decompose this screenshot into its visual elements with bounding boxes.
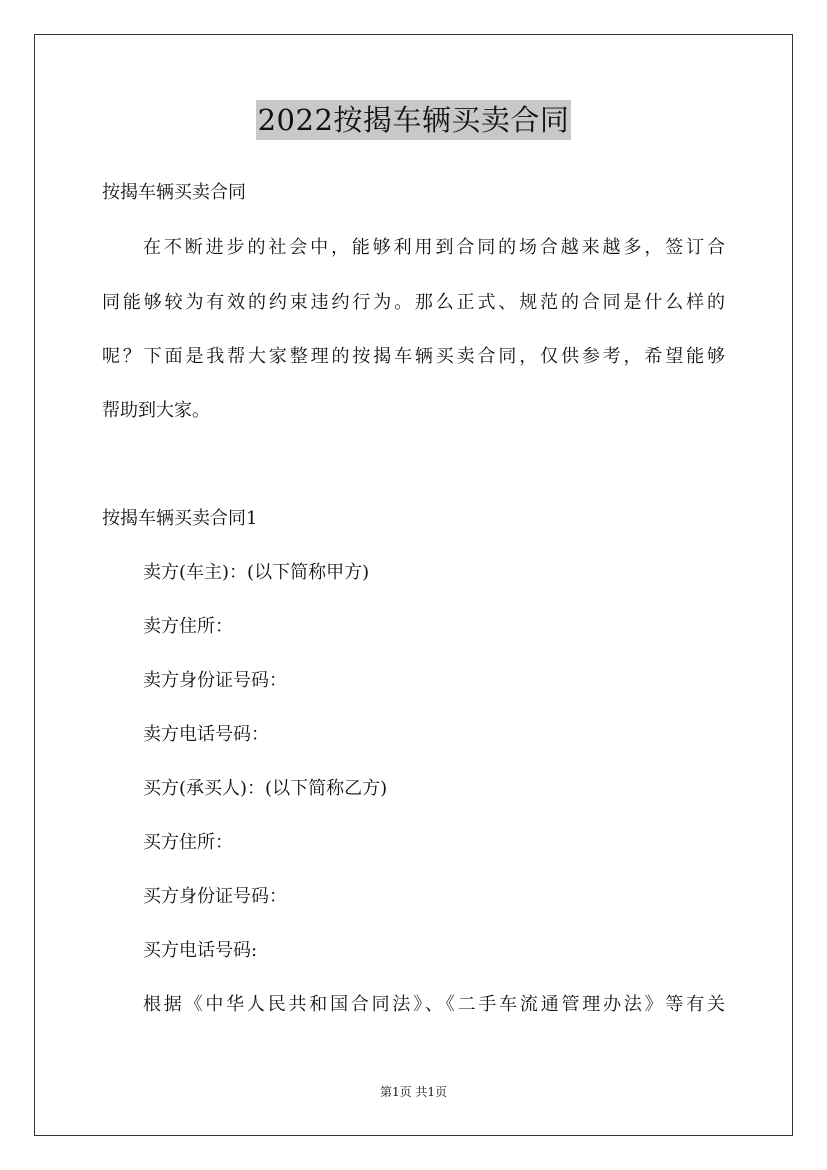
section-heading: 按揭车辆买卖合同1 bbox=[102, 508, 258, 529]
intro-line-2: 同能够较为有效的约束违约行为。那么正式、规范的合同是什么样的 bbox=[102, 292, 725, 313]
field-buyer-name: 买方(承买人)：(以下简称乙方) bbox=[143, 778, 388, 799]
field-seller-name: 卖方(车主)：(以下简称甲方) bbox=[143, 562, 370, 583]
field-seller-address: 卖方住所： bbox=[143, 616, 233, 637]
document-subtitle: 按揭车辆买卖合同 bbox=[102, 182, 246, 203]
field-buyer-address: 买方住所： bbox=[143, 832, 233, 853]
intro-line-3: 呢？下面是我帮大家整理的按揭车辆买卖合同，仅供参考，希望能够 bbox=[102, 346, 725, 367]
field-seller-phone: 卖方电话号码： bbox=[143, 724, 269, 745]
document-title: 2022按揭车辆买卖合同 bbox=[256, 100, 572, 140]
intro-line-1: 在不断进步的社会中，能够利用到合同的场合越来越多，签订合 bbox=[143, 237, 725, 258]
field-buyer-phone: 买方电话号码: bbox=[143, 940, 258, 961]
body-line: 根据《中华人民共和国合同法》、《二手车流通管理办法》等有关 bbox=[143, 994, 725, 1015]
field-buyer-id: 买方身份证号码： bbox=[143, 886, 287, 907]
intro-line-4: 帮助到大家。 bbox=[102, 400, 210, 421]
field-seller-id: 卖方身份证号码： bbox=[143, 670, 287, 691]
page-footer: 第1页 共1页 bbox=[379, 1085, 448, 1099]
